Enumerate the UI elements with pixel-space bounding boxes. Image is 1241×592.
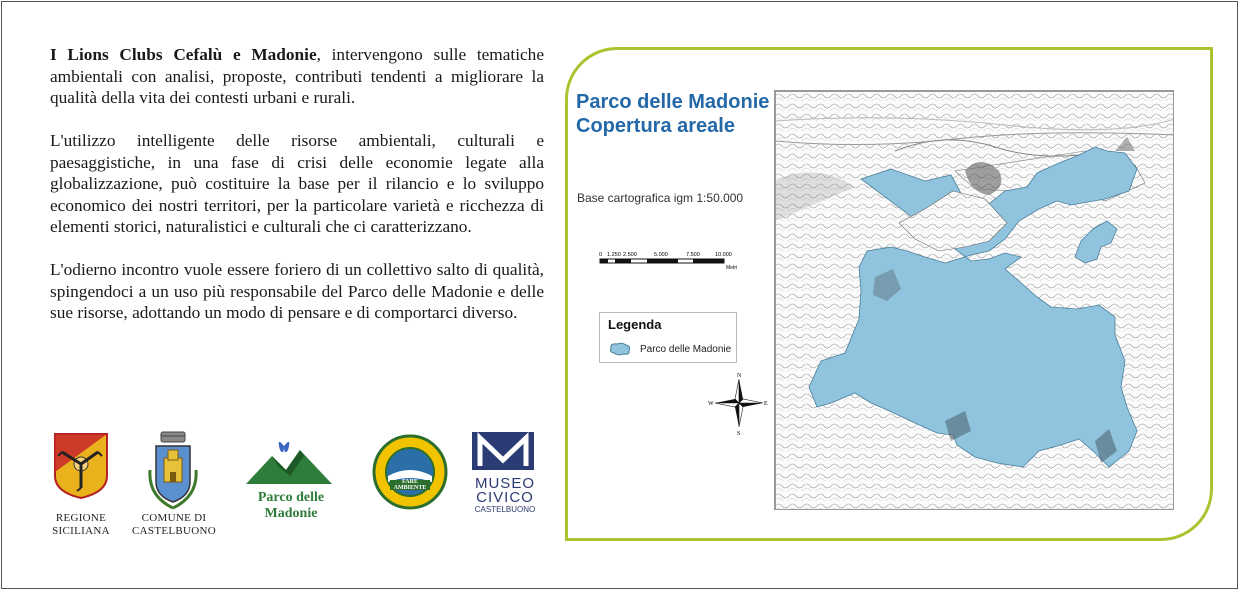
comune-caption-line1: COMUNE DI — [141, 512, 207, 524]
mountain-butterfly-icon — [232, 436, 350, 488]
museo-line3: CASTELBUONO — [474, 505, 536, 514]
museo-line2: CIVICO — [476, 489, 534, 506]
intro-paragraph-1-text: , intervengono sulle tematiche ambientali con analisi, proposte, contributi tendenti a migliorare la qualità della vita dei contesti urbani e rurali. — [50, 45, 544, 107]
scale-tick-5: 10.000 — [715, 252, 732, 258]
park-area-swatch-icon — [608, 342, 632, 356]
scale-bar — [596, 249, 746, 276]
fare-ambiente-logo — [372, 434, 448, 510]
compass-n: N — [737, 373, 742, 379]
compass-rose-icon — [708, 370, 770, 436]
park-coverage-map — [774, 90, 1174, 510]
parco-madonie-logo — [232, 436, 350, 521]
sponsor-logos — [48, 428, 548, 548]
parco-logo-text: Parco delle Madonie — [257, 490, 325, 521]
intro-paragraph-2: L'utilizzo intelligente delle risorse ambientali, culturali e paesaggistiche, in una fase di crisi delle economie legate alla globalizzazione, può costituire la base per il rilancio e lo sviluppo economico dei nostri territori, per la particolare varietà e ricchezza di elementi storici, naturalistici e culturali che ci caratterizzano. — [50, 131, 544, 236]
legend-title: Legenda — [608, 317, 662, 332]
castle-crest-icon — [144, 430, 202, 512]
map-title — [576, 90, 769, 138]
compass-s: S — [737, 431, 741, 436]
fare-ambiente-seal-icon — [372, 434, 448, 510]
map-title-line1: Parco delle Madonie — [576, 91, 770, 113]
intro-text — [50, 44, 544, 345]
comune-caption-line2: CASTELBUONO — [132, 525, 216, 537]
compass-e: E — [764, 401, 768, 407]
comune-caption — [128, 512, 220, 538]
map-title-line2: Copertura areale — [576, 115, 735, 137]
regione-caption-line1: REGIONE — [55, 512, 107, 524]
map-legend — [599, 312, 737, 363]
intro-paragraph-3: L'odierno incontro vuole essere foriero di un collettivo salto di qualità, spingendoci a un uso più responsabile del Parco delle Madonie e delle sue risorse, adottando un modo di pensare e di comportarci diverso. — [50, 260, 544, 322]
topographic-map-graphic — [775, 91, 1174, 510]
scale-tick-2: 2.500 — [623, 252, 637, 258]
regione-siciliana-logo — [52, 432, 110, 505]
scale-tick-3: 5.000 — [654, 252, 668, 258]
regione-caption-line2: SICILIANA — [52, 525, 110, 537]
base-cartografica-note: Base cartografica igm 1:50.000 — [577, 191, 744, 205]
scale-unit: Metri — [726, 265, 738, 271]
north-arrow — [708, 370, 770, 441]
intro-paragraph-1 — [50, 44, 544, 109]
museo-m-icon — [468, 430, 538, 472]
legend-item-label: Parco delle Madonie — [640, 344, 732, 355]
scale-tick-0: 0 — [599, 252, 603, 258]
regione-caption — [48, 512, 114, 538]
scale-tick-1: 1.250 — [607, 252, 621, 258]
museo-line1: MUSEO — [474, 475, 535, 492]
scale-bar-graphic — [596, 249, 746, 271]
trinacria-emblem-icon — [52, 432, 110, 500]
museo-civico-logo — [468, 430, 542, 515]
fare-main-text: FARE AMBIENTE — [393, 479, 427, 491]
comune-castelbuono-logo — [144, 430, 202, 517]
intro-lead: I Lions Clubs Cefalù e Madonie — [50, 45, 317, 64]
compass-w: W — [708, 401, 714, 407]
scale-tick-4: 7.500 — [686, 252, 700, 258]
